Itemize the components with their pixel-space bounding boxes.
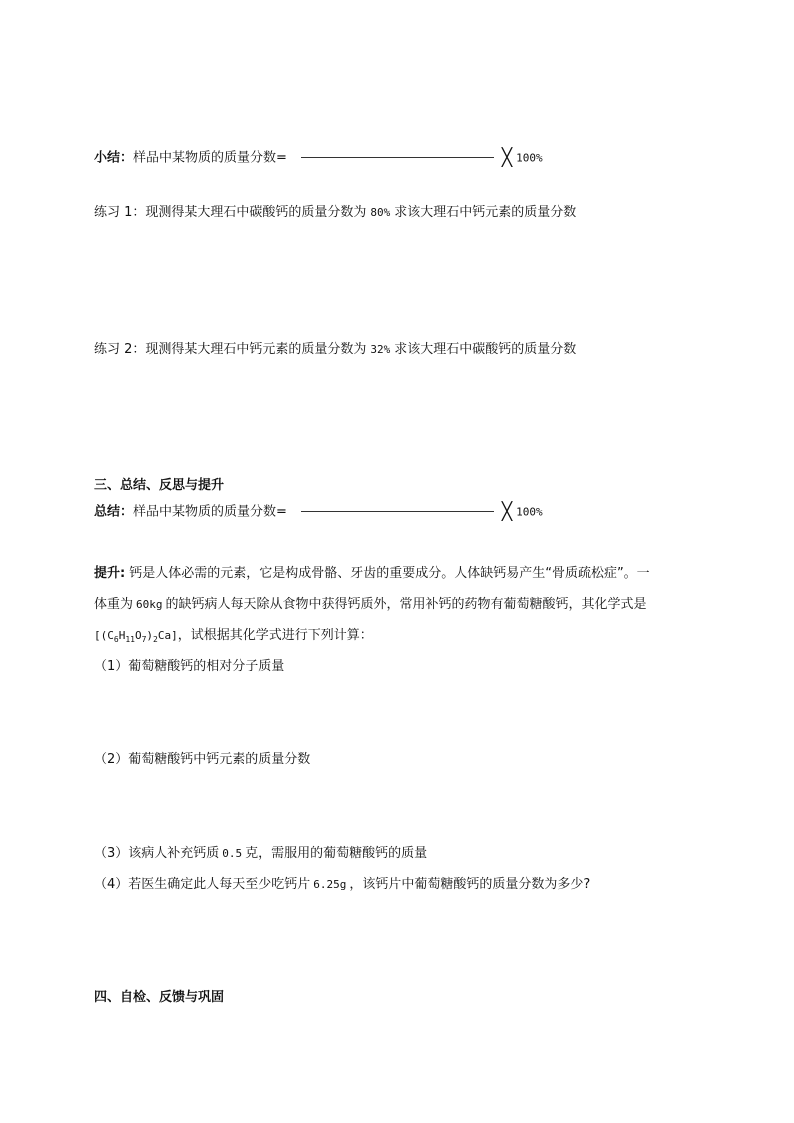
summary-text: 样品中某物质的质量分数= <box>133 150 287 166</box>
times-icon: ╳ <box>501 148 513 168</box>
question-text: （4）若医生确定此人每天至少吃钙片 <box>94 877 311 892</box>
exercise-1 <box>94 204 576 222</box>
exercise-question: 求该大理石中钙元素的质量分数 <box>394 205 577 220</box>
exercise-label: 练习 2： <box>94 342 146 357</box>
summary-formula-2 <box>94 503 543 522</box>
question-value: 6.25g <box>313 878 347 891</box>
times-icon: ╳ <box>501 502 513 522</box>
exercise-value: 32% <box>370 343 391 356</box>
improve-line-1 <box>94 565 650 583</box>
exercise-text: 现测得某大理石中碳酸钙的质量分数为 <box>145 205 367 220</box>
question-1: （1）葡萄糖酸钙的相对分子质量 <box>94 659 285 674</box>
chemical-formula: $[(C_6H_{11}O_7)_2Ca]$ <box>94 629 178 645</box>
exercise-2 <box>94 341 576 359</box>
exercise-question: 求该大理石中碳酸钙的质量分数 <box>394 342 577 357</box>
improve-text: ，试根据其化学式进行下列计算： <box>177 628 373 643</box>
improve-text: 体重为 <box>94 597 134 612</box>
question-2: （2）葡萄糖酸钙中钙元素的质量分数 <box>94 752 311 767</box>
question-text: （3）该病人补充钙质 <box>94 846 220 861</box>
section-heading-3: 三、总结、反思与提升 <box>94 478 225 493</box>
fraction-bar <box>301 157 494 158</box>
weight-value: 60kg <box>136 598 163 611</box>
exercise-text: 现测得某大理石中钙元素的质量分数为 <box>145 342 367 357</box>
percent-value: 100% <box>516 505 543 519</box>
summary-label: 小结： <box>94 150 134 166</box>
summary-text: 样品中某物质的质量分数= <box>133 504 287 520</box>
summary-formula-1 <box>94 149 543 168</box>
improve-text: 的缺钙病人每天除从食物中获得钙质外，常用补钙的药物有葡萄糖酸钙，其化学式是 <box>165 597 647 612</box>
improve-text: 钙是人体必需的元素，它是构成骨骼、牙齿的重要成分。人体缺钙易产生“骨质疏松症”。一 <box>129 566 650 581</box>
improve-line-2 <box>94 596 647 614</box>
improve-line-3 <box>94 627 373 649</box>
question-4 <box>94 876 590 894</box>
question-text: ，该钙片中葡萄糖酸钙的质量分数为多少? <box>349 877 591 892</box>
percent-value: 100% <box>516 151 543 165</box>
fraction-bar <box>301 511 494 512</box>
exercise-value: 80% <box>370 206 391 219</box>
improve-label: 提升: <box>94 566 126 581</box>
section-heading-4: 四、自检、反馈与巩固 <box>94 990 225 1005</box>
question-3 <box>94 845 427 863</box>
summary-label: 总结： <box>94 504 134 520</box>
exercise-label: 练习 1： <box>94 205 146 220</box>
question-text: 克，需服用的葡萄糖酸钙的质量 <box>245 846 428 861</box>
question-value: 0.5 <box>222 847 243 860</box>
